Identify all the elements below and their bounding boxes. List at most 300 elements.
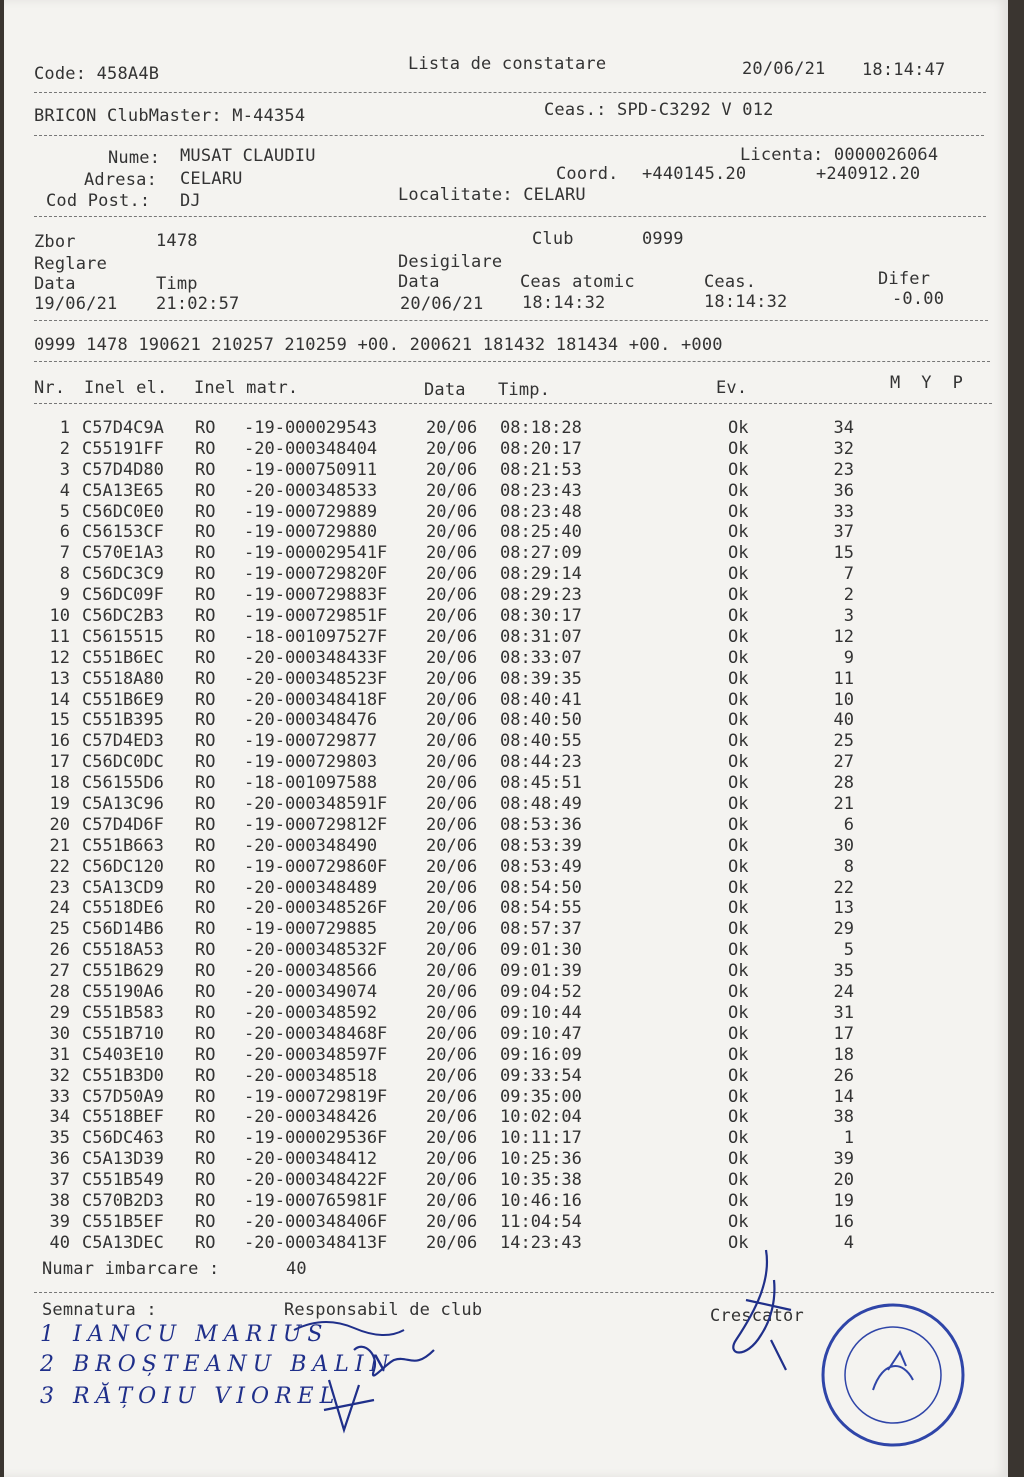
postcode-label: Cod Post.: (46, 191, 151, 211)
position: 31 (833, 1002, 854, 1023)
row-number: 23 (49, 877, 70, 898)
row-number: 8 (59, 564, 70, 585)
position: 37 (833, 522, 854, 543)
row-number: 7 (59, 543, 70, 564)
flight-label: Zbor (34, 232, 76, 252)
clock-label: Ceas. (704, 272, 757, 292)
electronic-ring: C57D4D80 (82, 459, 164, 480)
flight-number: 1478 (156, 231, 198, 251)
arrival-time: 10:46:16 (500, 1190, 582, 1211)
row-number: 28 (49, 982, 70, 1003)
table-row (4, 878, 1004, 899)
electronic-ring: C551B5EF (82, 1211, 164, 1232)
country-code: RO (195, 585, 216, 606)
difference-label: Difer (878, 269, 931, 289)
table-row (4, 1003, 1004, 1024)
event-status: Ok (728, 522, 749, 543)
arrival-date: 20/06 (426, 856, 478, 877)
position: 21 (833, 794, 854, 815)
ring-number: -20-000348532F (244, 940, 388, 961)
ring-number: -20-000348523F (244, 668, 388, 689)
position: 5 (843, 940, 854, 961)
club-stamp (818, 1300, 968, 1450)
table-row (4, 1233, 1004, 1254)
electronic-ring: C551B549 (82, 1170, 164, 1191)
arrival-date: 20/06 (426, 919, 478, 940)
country-code: RO (195, 1002, 216, 1023)
electronic-ring: C56DC0DC (82, 752, 164, 773)
electronic-ring: C55190A6 (82, 982, 164, 1003)
country-code: RO (195, 814, 216, 835)
arrival-time: 14:23:43 (500, 1232, 582, 1253)
arrival-date: 20/06 (426, 1190, 478, 1211)
code-line: 0999 1478 190621 210257 210259 +00. 200621 181432 181434 +00. +000 (34, 335, 723, 355)
ring-number: -19-000729851F (244, 606, 388, 627)
table-row (4, 502, 1004, 523)
ring-number: -19-000029541F (244, 543, 388, 564)
event-status: Ok (728, 1232, 749, 1253)
locality: Localitate: CELARU (398, 185, 586, 205)
row-number: 15 (49, 710, 70, 731)
row-number: 3 (59, 459, 70, 480)
position: 22 (833, 877, 854, 898)
country-code: RO (195, 522, 216, 543)
event-status: Ok (728, 1023, 749, 1044)
arrival-date: 20/06 (426, 1065, 478, 1086)
position: 19 (833, 1190, 854, 1211)
event-status: Ok (728, 1065, 749, 1086)
arrival-time: 09:01:39 (500, 961, 582, 982)
country-code: RO (195, 501, 216, 522)
position: 28 (833, 773, 854, 794)
event-status: Ok (728, 1149, 749, 1170)
handwritten-name-2: 2 BROȘTEANU BALIN (40, 1352, 395, 1377)
position: 40 (833, 710, 854, 731)
electronic-ring: C551B395 (82, 710, 164, 731)
divider (34, 320, 988, 321)
arrival-time: 08:39:35 (500, 668, 582, 689)
arrival-date: 20/06 (426, 1211, 478, 1232)
position: 23 (833, 459, 854, 480)
table-row (4, 961, 1004, 982)
ring-number: -20-000348591F (244, 794, 388, 815)
arrival-date: 20/06 (426, 1086, 478, 1107)
row-number: 40 (49, 1232, 70, 1253)
col-inel-el: Inel el. (84, 378, 168, 398)
col-timp: Timp. (498, 380, 551, 400)
arrival-time: 08:25:40 (500, 522, 582, 543)
table-row (4, 439, 1004, 460)
position: 12 (833, 626, 854, 647)
event-status: Ok (728, 1002, 749, 1023)
electronic-ring: C5518DE6 (82, 898, 164, 919)
event-status: Ok (728, 1170, 749, 1191)
electronic-ring: C57D4C9A (82, 418, 164, 438)
owner-address: CELARU (180, 169, 243, 189)
ring-number: -20-000348490 (244, 835, 378, 856)
clock-id: Ceas.: SPD-C3292 V 012 (544, 100, 774, 120)
ring-number: -20-000348426 (244, 1107, 378, 1128)
country-code: RO (195, 710, 216, 731)
row-number: 2 (59, 438, 70, 459)
row-number: 13 (49, 668, 70, 689)
arrival-time: 08:40:41 (500, 689, 582, 710)
country-code: RO (195, 418, 216, 438)
event-status: Ok (728, 835, 749, 856)
arrival-time: 08:53:49 (500, 856, 582, 877)
arrival-time: 09:35:00 (500, 1086, 582, 1107)
table-row (4, 606, 1004, 627)
country-code: RO (195, 689, 216, 710)
country-code: RO (195, 1211, 216, 1232)
arrival-date: 20/06 (426, 1044, 478, 1065)
table-row (4, 1107, 1004, 1128)
arrival-date: 20/06 (426, 501, 478, 522)
event-status: Ok (728, 731, 749, 752)
row-number: 35 (49, 1128, 70, 1149)
arrival-date: 20/06 (426, 877, 478, 898)
position: 18 (833, 1044, 854, 1065)
arrival-time: 11:04:54 (500, 1211, 582, 1232)
arrival-date: 20/06 (426, 940, 478, 961)
electronic-ring: C56155D6 (82, 773, 164, 794)
country-code: RO (195, 794, 216, 815)
table-row (4, 522, 1004, 543)
electronic-ring: C56DC120 (82, 856, 164, 877)
club-label: Club (532, 229, 574, 249)
country-code: RO (195, 1149, 216, 1170)
signature-label: Semnatura : (42, 1300, 157, 1320)
ring-number: -20-000348418F (244, 689, 388, 710)
table-row (4, 669, 1004, 690)
electronic-ring: C57D4ED3 (82, 731, 164, 752)
table-row (4, 418, 1004, 439)
arrival-time: 08:40:50 (500, 710, 582, 731)
position: 13 (833, 898, 854, 919)
country-code: RO (195, 961, 216, 982)
table-row (4, 1128, 1004, 1149)
position: 27 (833, 752, 854, 773)
ring-number: -19-000729883F (244, 585, 388, 606)
table-row (4, 919, 1004, 940)
ring-number: -20-000348566 (244, 961, 378, 982)
arrival-time: 08:48:49 (500, 794, 582, 815)
country-code: RO (195, 1128, 216, 1149)
event-status: Ok (728, 856, 749, 877)
row-number: 34 (49, 1107, 70, 1128)
country-code: RO (195, 982, 216, 1003)
arrival-date: 20/06 (426, 564, 478, 585)
electronic-ring: C551B629 (82, 961, 164, 982)
table-row (4, 710, 1004, 731)
row-number: 1 (59, 418, 70, 438)
country-code: RO (195, 647, 216, 668)
position: 14 (833, 1086, 854, 1107)
event-status: Ok (728, 710, 749, 731)
table-row (4, 1087, 1004, 1108)
row-number: 37 (49, 1170, 70, 1191)
row-number: 18 (49, 773, 70, 794)
table-row (4, 627, 1004, 648)
owner-name: MUSAT CLAUDIU (180, 146, 316, 166)
row-number: 9 (59, 585, 70, 606)
table-row (4, 794, 1004, 815)
country-code: RO (195, 1086, 216, 1107)
coord-label: Coord. (556, 164, 619, 184)
arrival-time: 09:01:30 (500, 940, 582, 961)
ring-number: -19-000729877 (244, 731, 378, 752)
arrival-time: 08:57:37 (500, 919, 582, 940)
position: 25 (833, 731, 854, 752)
event-status: Ok (728, 898, 749, 919)
header-date: 20/06/21 (742, 59, 826, 79)
position: 15 (833, 543, 854, 564)
position: 32 (833, 438, 854, 459)
table-row (4, 543, 1004, 564)
position: 4 (843, 1232, 854, 1253)
arrival-date: 20/06 (426, 835, 478, 856)
event-status: Ok (728, 1086, 749, 1107)
ring-number: -19-000729803 (244, 752, 378, 773)
ring-number: -20-000349074 (244, 982, 378, 1003)
arrival-time: 10:02:04 (500, 1107, 582, 1128)
event-status: Ok (728, 668, 749, 689)
table-row (4, 982, 1004, 1003)
arrival-date: 20/06 (426, 1170, 478, 1191)
electronic-ring: C551B3D0 (82, 1065, 164, 1086)
ring-number: -19-000729889 (244, 501, 378, 522)
table-row (4, 731, 1004, 752)
arrival-time: 08:31:07 (500, 626, 582, 647)
event-status: Ok (728, 459, 749, 480)
country-code: RO (195, 835, 216, 856)
country-code: RO (195, 877, 216, 898)
arrival-time: 08:53:36 (500, 814, 582, 835)
col-nr: Nr. (34, 378, 66, 398)
arrival-date: 20/06 (426, 438, 478, 459)
arrival-date: 20/06 (426, 773, 478, 794)
position: 7 (843, 564, 854, 585)
coord-lon: +240912.20 (816, 164, 921, 184)
arrival-time: 08:18:28 (500, 418, 582, 438)
electronic-ring: C551B663 (82, 835, 164, 856)
arrival-time: 09:16:09 (500, 1044, 582, 1065)
row-number: 22 (49, 856, 70, 877)
table-row (4, 648, 1004, 669)
arrival-date: 20/06 (426, 647, 478, 668)
country-code: RO (195, 1170, 216, 1191)
arrival-date: 20/06 (426, 626, 478, 647)
ring-number: -19-000029536F (244, 1128, 388, 1149)
divider (34, 403, 992, 404)
country-code: RO (195, 773, 216, 794)
arrival-time: 08:20:17 (500, 438, 582, 459)
ring-number: -19-000729885 (244, 919, 378, 940)
arrival-date: 20/06 (426, 689, 478, 710)
position: 24 (833, 982, 854, 1003)
arrival-time: 10:11:17 (500, 1128, 582, 1149)
row-number: 39 (49, 1211, 70, 1232)
arrival-time: 08:23:43 (500, 480, 582, 501)
row-number: 5 (59, 501, 70, 522)
country-code: RO (195, 856, 216, 877)
row-number: 30 (49, 1023, 70, 1044)
arrival-date: 20/06 (426, 480, 478, 501)
event-status: Ok (728, 814, 749, 835)
event-status: Ok (728, 418, 749, 438)
arrival-date: 20/06 (426, 1232, 478, 1253)
arrival-time: 08:53:39 (500, 835, 582, 856)
electronic-ring: C56153CF (82, 522, 164, 543)
country-code: RO (195, 438, 216, 459)
row-number: 24 (49, 898, 70, 919)
document-title: Lista de constatare (408, 54, 607, 74)
ring-number: -20-000348476 (244, 710, 378, 731)
ring-number: -20-000348404 (244, 438, 378, 459)
boarding-count-label: Numar imbarcare : (42, 1259, 220, 1279)
divider (34, 92, 986, 93)
country-code: RO (195, 668, 216, 689)
country-code: RO (195, 606, 216, 627)
row-number: 17 (49, 752, 70, 773)
row-number: 20 (49, 814, 70, 835)
row-number: 26 (49, 940, 70, 961)
electronic-ring: C5403E10 (82, 1044, 164, 1065)
row-number: 32 (49, 1065, 70, 1086)
position: 34 (833, 418, 854, 438)
position: 1 (843, 1128, 854, 1149)
row-number: 4 (59, 480, 70, 501)
arrival-time: 08:27:09 (500, 543, 582, 564)
ring-number: -19-000729880 (244, 522, 378, 543)
row-number: 33 (49, 1086, 70, 1107)
row-number: 19 (49, 794, 70, 815)
event-status: Ok (728, 438, 749, 459)
arrival-date: 20/06 (426, 668, 478, 689)
row-number: 12 (49, 647, 70, 668)
row-number: 6 (59, 522, 70, 543)
country-code: RO (195, 543, 216, 564)
arrival-date: 20/06 (426, 1107, 478, 1128)
reg-time-label: Timp (156, 274, 198, 294)
event-status: Ok (728, 773, 749, 794)
electronic-ring: C5518A53 (82, 940, 164, 961)
ring-number: -19-000729860F (244, 856, 388, 877)
electronic-ring: C551B710 (82, 1023, 164, 1044)
electronic-ring: C56DC463 (82, 1128, 164, 1149)
arrival-time: 10:35:38 (500, 1170, 582, 1191)
clubmaster-id: BRICON ClubMaster: M-44354 (34, 106, 306, 126)
electronic-ring: C551B6EC (82, 647, 164, 668)
position: 36 (833, 480, 854, 501)
country-code: RO (195, 564, 216, 585)
position: 6 (843, 814, 854, 835)
arrival-date: 20/06 (426, 585, 478, 606)
coord-lat: +440145.20 (642, 164, 747, 184)
arrival-date: 20/06 (426, 459, 478, 480)
reg-date-label: Data (34, 274, 76, 294)
electronic-ring: C5615515 (82, 626, 164, 647)
event-status: Ok (728, 1190, 749, 1211)
event-status: Ok (728, 1107, 749, 1128)
ring-number: -20-000348597F (244, 1044, 388, 1065)
position: 35 (833, 961, 854, 982)
breeder-signature (716, 1240, 806, 1380)
owner-postcode: DJ (180, 191, 201, 211)
country-code: RO (195, 626, 216, 647)
col-inel-matr: Inel matr. (194, 378, 299, 398)
arrival-time: 08:40:55 (500, 731, 582, 752)
electronic-ring: C551B6E9 (82, 689, 164, 710)
country-code: RO (195, 752, 216, 773)
arrival-time: 09:10:47 (500, 1023, 582, 1044)
results-table (4, 418, 1004, 1254)
document-page (4, 0, 1008, 1477)
electronic-ring: C56DC0E0 (82, 501, 164, 522)
ring-number: -19-000729820F (244, 564, 388, 585)
arrival-date: 20/06 (426, 710, 478, 731)
col-data: Data (424, 380, 466, 400)
electronic-ring: C56DC09F (82, 585, 164, 606)
event-status: Ok (728, 689, 749, 710)
row-number: 11 (49, 626, 70, 647)
reg-time: 21:02:57 (156, 294, 240, 314)
table-row (4, 1045, 1004, 1066)
table-row (4, 836, 1004, 857)
arrival-time: 08:21:53 (500, 459, 582, 480)
arrival-date: 20/06 (426, 982, 478, 1003)
event-status: Ok (728, 982, 749, 1003)
table-row (4, 857, 1004, 878)
event-status: Ok (728, 501, 749, 522)
ring-number: -20-000348406F (244, 1211, 388, 1232)
event-status: Ok (728, 961, 749, 982)
arrival-time: 08:44:23 (500, 752, 582, 773)
row-number: 14 (49, 689, 70, 710)
country-code: RO (195, 459, 216, 480)
arrival-time: 09:04:52 (500, 982, 582, 1003)
position: 17 (833, 1023, 854, 1044)
des-date: 20/06/21 (400, 294, 484, 314)
arrival-time: 08:30:17 (500, 606, 582, 627)
country-code: RO (195, 919, 216, 940)
arrival-time: 08:23:48 (500, 501, 582, 522)
row-number: 38 (49, 1190, 70, 1211)
club-number: 0999 (642, 229, 684, 249)
address-label: Adresa: (84, 170, 158, 190)
position: 10 (833, 689, 854, 710)
ring-number: -19-000729812F (244, 814, 388, 835)
table-row (4, 1024, 1004, 1045)
arrival-time: 08:45:51 (500, 773, 582, 794)
ring-number: -20-000348592 (244, 1002, 378, 1023)
electronic-ring: C5A13C96 (82, 794, 164, 815)
table-row (4, 1170, 1004, 1191)
position: 30 (833, 835, 854, 856)
position: 20 (833, 1170, 854, 1191)
code-label: Code: 458A4B (34, 64, 160, 84)
event-status: Ok (728, 1211, 749, 1232)
country-code: RO (195, 1065, 216, 1086)
position: 29 (833, 919, 854, 940)
event-status: Ok (728, 940, 749, 961)
row-number: 27 (49, 961, 70, 982)
electronic-ring: C56DC2B3 (82, 606, 164, 627)
arrival-date: 20/06 (426, 1149, 478, 1170)
col-ev: Ev. (716, 378, 748, 398)
country-code: RO (195, 940, 216, 961)
divider (34, 216, 986, 217)
